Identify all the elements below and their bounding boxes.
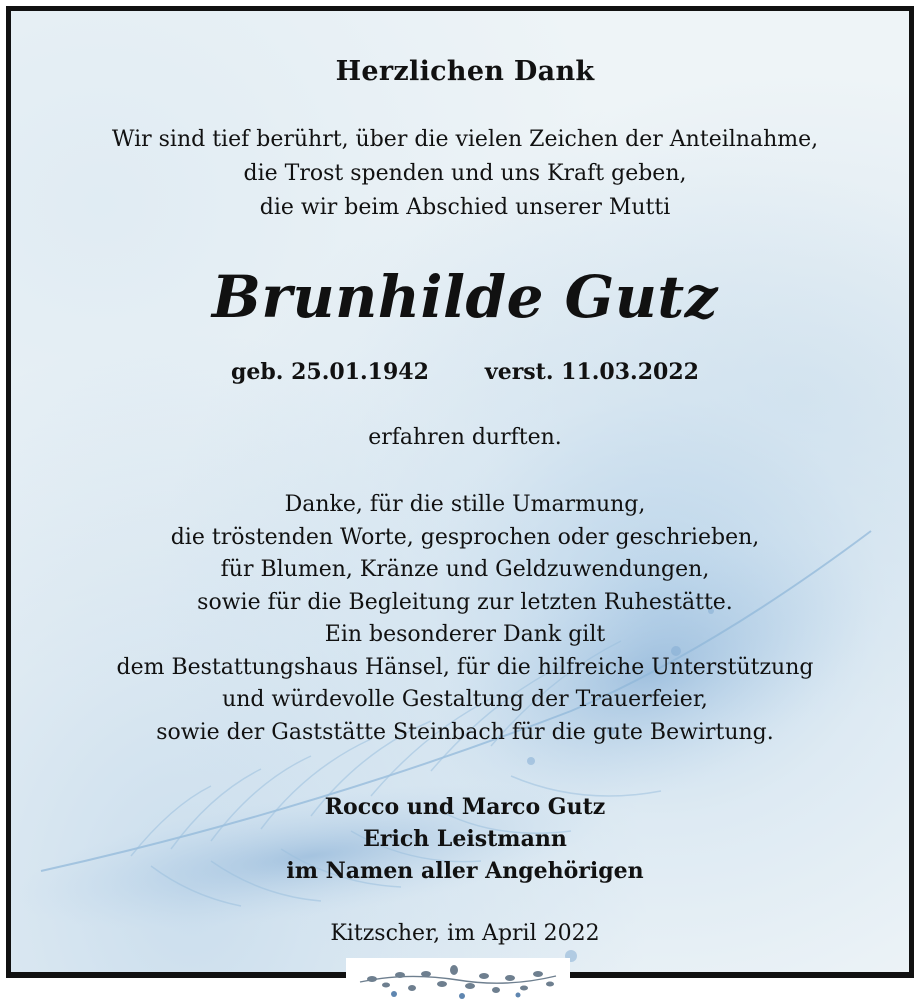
signer-line: Erich Leistmann [363, 826, 567, 852]
thanks-line: die tröstenden Worte, gesprochen oder geschrieben, [170, 524, 760, 550]
thanks-line: Danke, für die stille Umarmung, [284, 492, 646, 517]
intro-line: die wir beim Abschied unserer Mutti [259, 195, 671, 220]
floral-ornament-icon [346, 958, 570, 1000]
signers [11, 791, 914, 887]
thanks-line: dem Bestattungshaus Hänsel, für die hilfreiche Unterstützung [116, 654, 814, 680]
deceased-name: Brunhilde Gutz [211, 263, 719, 331]
intro-line: die Trost spenden und uns Kraft geben, [243, 161, 687, 186]
signer-line: Rocco und Marco Gutz [324, 794, 606, 820]
death-date: verst. 11.03.2022 [484, 359, 699, 385]
thanks-line: sowie für die Begleitung zur letzten Ruhestätte. [197, 589, 733, 615]
place-date: Kitzscher, im April 2022 [330, 921, 600, 946]
obituary-card [6, 6, 914, 978]
life-dates [11, 359, 914, 385]
after-name-text: erfahren durften. [368, 425, 562, 450]
heading: Herzlichen Dank [335, 56, 595, 87]
intro-line: Wir sind tief berührt, über die vielen Zeichen der Anteilnahme, [111, 127, 819, 152]
intro-text [11, 123, 914, 225]
thanks-line: Ein besonderer Dank gilt [324, 622, 606, 647]
thanks-line: sowie der Gaststätte Steinbach für die gute Bewirtung. [156, 719, 774, 745]
thanks-line: und würdevolle Gestaltung der Trauerfeier, [222, 687, 708, 712]
signer-line: im Namen aller Angehörigen [286, 858, 644, 884]
thanks-text [11, 489, 914, 749]
thanks-line: für Blumen, Kränze und Geldzuwendungen, [220, 557, 710, 582]
birth-date: geb. 25.01.1942 [231, 359, 429, 385]
